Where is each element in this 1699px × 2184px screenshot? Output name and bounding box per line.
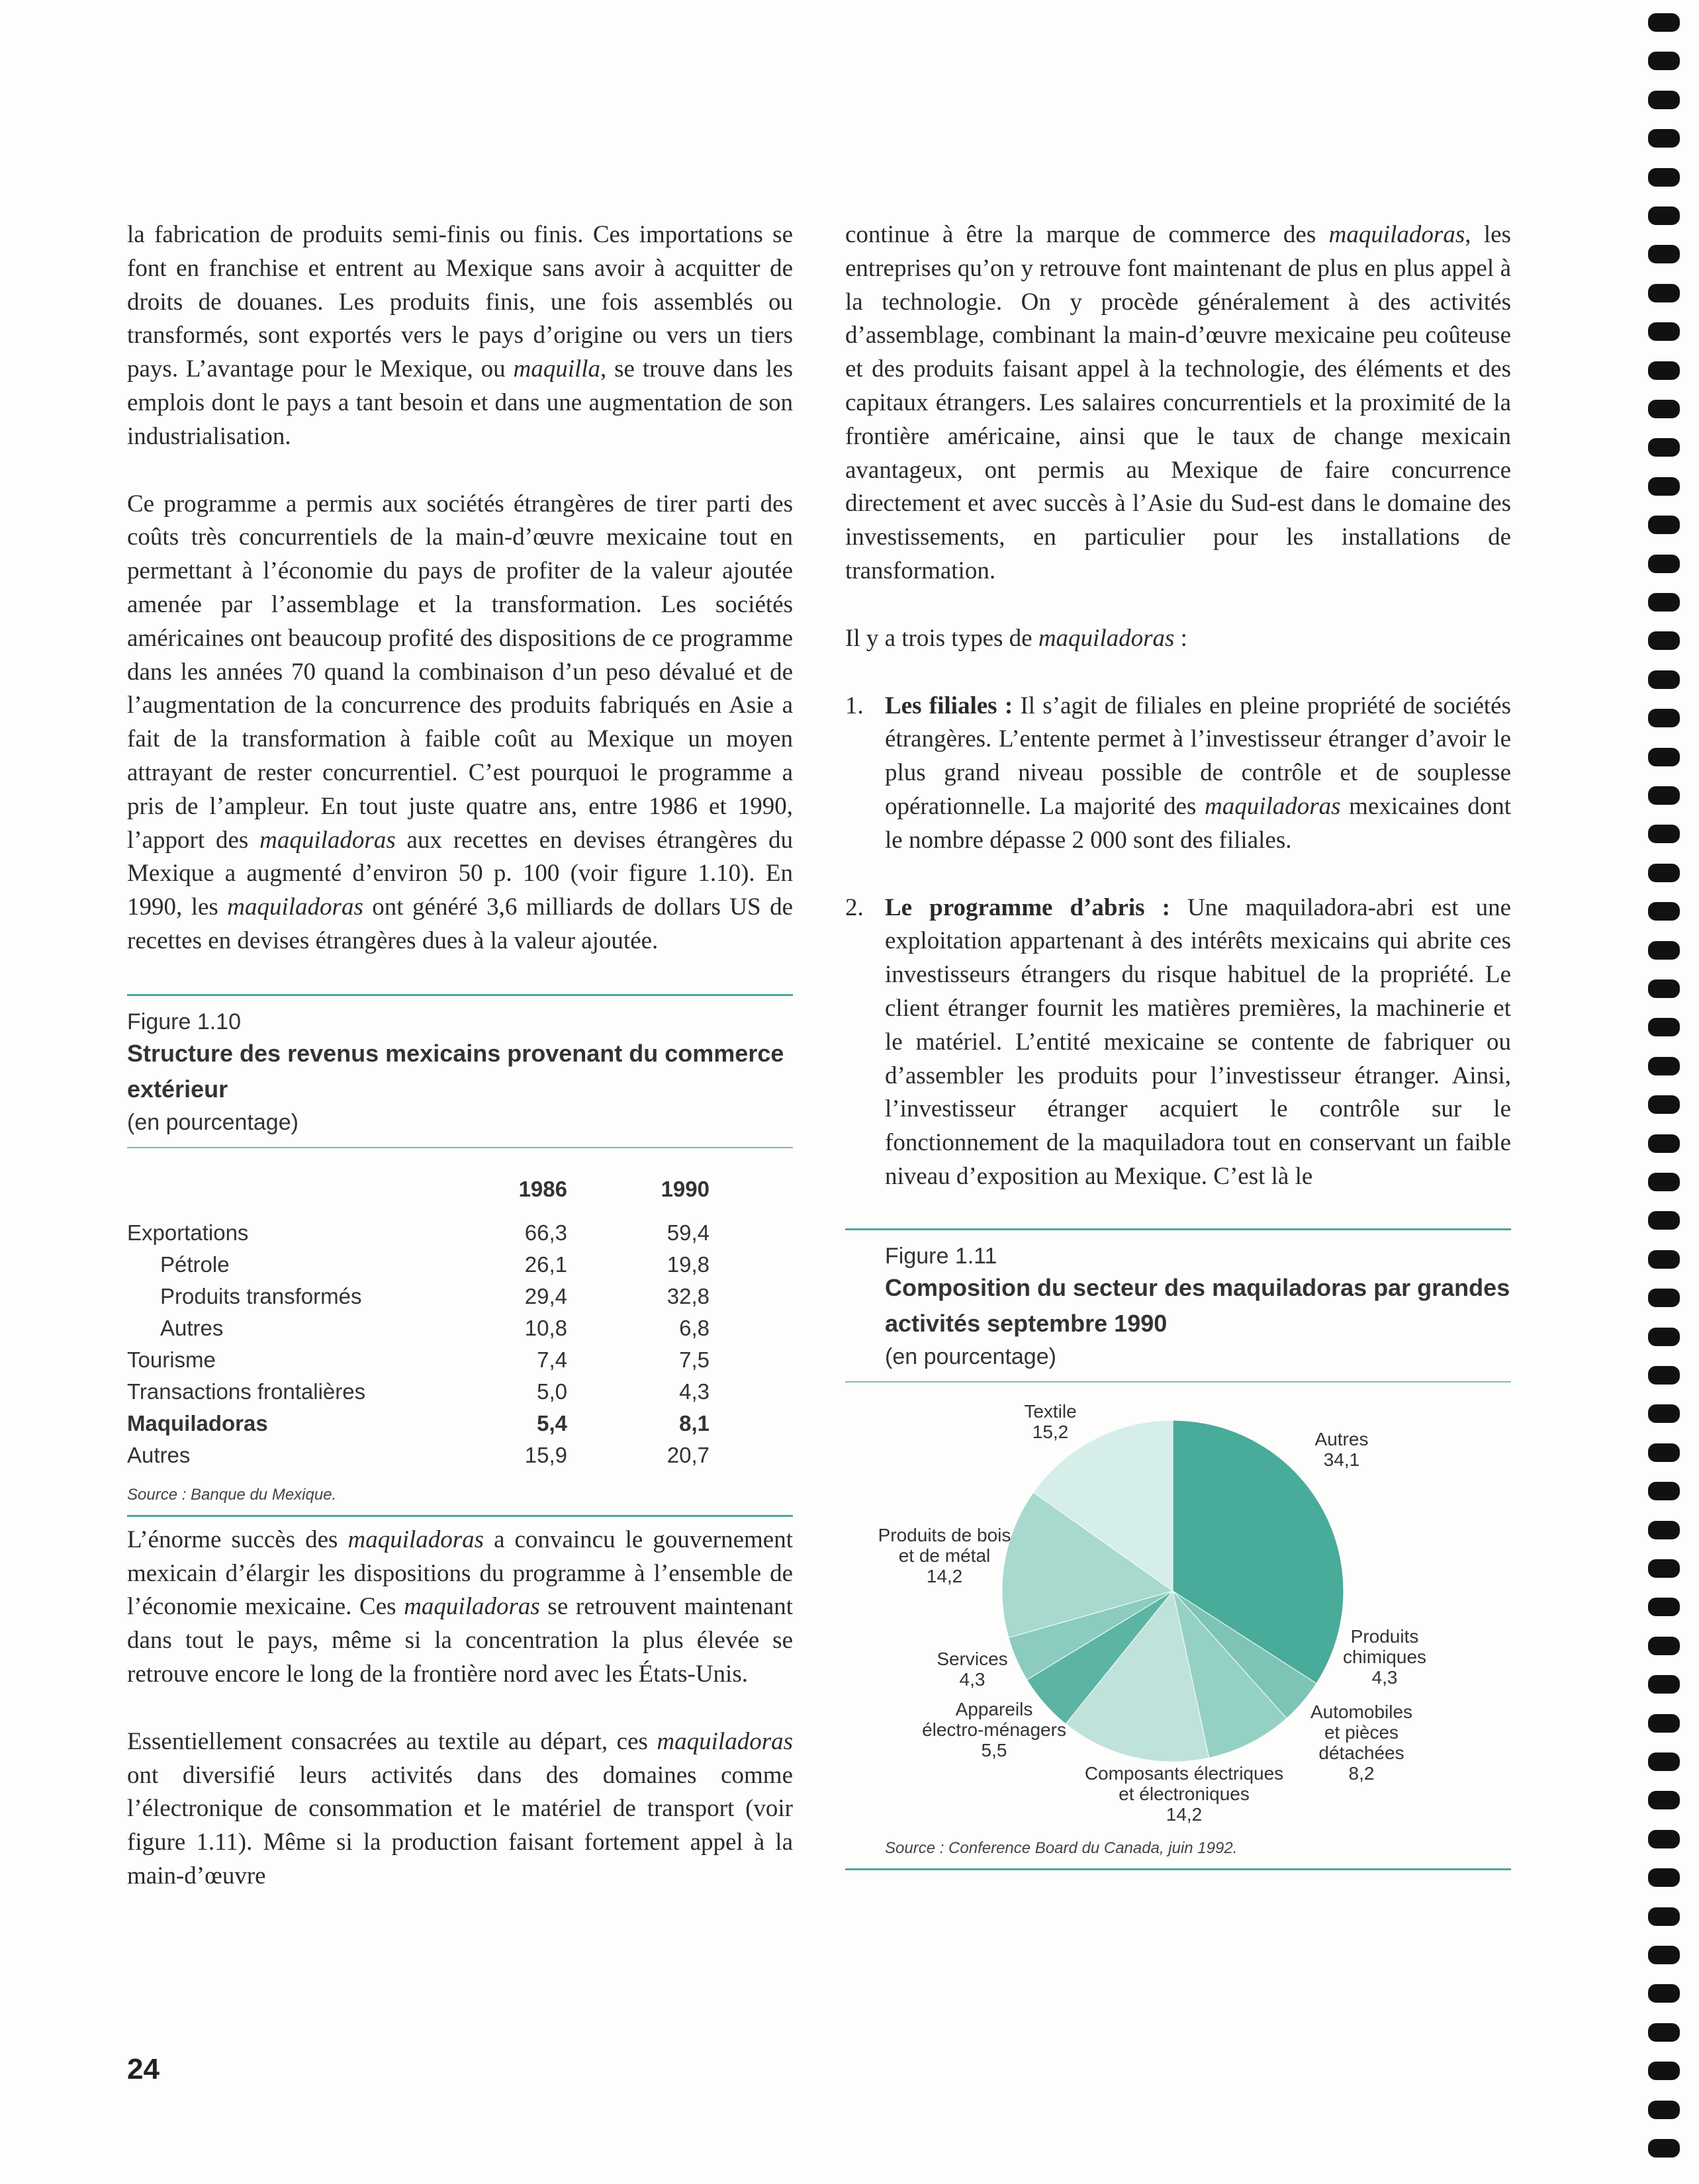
binding-hole [1648, 1946, 1680, 1964]
figure-rule [127, 1147, 793, 1148]
figure-top-rule [127, 994, 793, 996]
binding-hole [1648, 2139, 1680, 2158]
figure-title: Structure des revenus mexicains provenant du commerce extérieur [127, 1039, 784, 1103]
table-header [127, 1173, 793, 1217]
binding-hole [1648, 168, 1680, 187]
pie-slice-label: Automobiles et pièces détachées 8,2 [1310, 1701, 1413, 1784]
figure-subtitle: (en pourcentage) [885, 1343, 1056, 1369]
binding-hole [1648, 1984, 1680, 2003]
figure-top-rule [845, 1228, 1511, 1230]
pie-slice-label: Services 4,3 [937, 1648, 1008, 1690]
binding-hole [1648, 1366, 1680, 1385]
figure-label: Figure 1.11 [885, 1243, 997, 1269]
binding-hole [1648, 361, 1680, 380]
table-row: Tourisme 7,4 7,5 [127, 1347, 710, 1372]
binding-hole [1648, 1250, 1680, 1269]
left-column [127, 218, 793, 1893]
pie-slice-label: Produits de bois et de métal 14,2 [878, 1524, 1011, 1586]
binding-hole [1648, 1482, 1680, 1500]
paragraph: la fabrication de produits semi-finis ou finis. Ces importations se font en franchise et entrent au Mexique sans avoir à acquitter de droits de douanes. Les produits finis, une fois assemblés ou transformés, sont exportés vers le pays d’origine ou vers un tiers pays. L’avantage pour le Mexique, ou maquilla, se trouve dans les emplois dont le pays a tant besoin et dans une augmentation de son industrialisation. [127, 221, 793, 450]
binding-hole [1648, 1752, 1680, 1771]
figure-source: Source : Banque du Mexique. [127, 1485, 337, 1504]
paragraph: Essentiellement consacrées au textile au départ, ces maquiladoras ont diversifié leurs activités dans des domaines comme l’électronique de consommation et le matériel de transport (voir figure 1.11). Même si la production faisant fortement appel à la main-d’œuvre [127, 1727, 793, 1889]
table-row: Autres 10,8 6,8 [160, 1315, 710, 1340]
binding-hole [1648, 864, 1680, 882]
table-row: Transactions frontalières 5,0 4,3 [127, 1379, 710, 1404]
binding-hole [1648, 2023, 1680, 2042]
binding-hole [1648, 1404, 1680, 1423]
binding-hole [1648, 670, 1680, 689]
binding-hole [1648, 1714, 1680, 1733]
column-header-1990: 1990 [661, 1176, 710, 1201]
binding-hole [1648, 1211, 1680, 1230]
binding-hole [1648, 979, 1680, 998]
page-number: 24 [127, 2053, 160, 2085]
pie-slice-label: Textile 15,2 [1024, 1400, 1077, 1442]
binding-hole [1648, 825, 1680, 843]
figure-subtitle: (en pourcentage) [127, 1109, 298, 1135]
binding-hole [1648, 1598, 1680, 1616]
binding-hole [1648, 1868, 1680, 1887]
pie-slice-label: Produits chimiques 4,3 [1342, 1625, 1427, 1688]
binding-hole [1648, 1057, 1680, 1075]
binding-hole [1648, 1907, 1680, 1926]
binding-hole [1648, 1328, 1680, 1346]
binding-hole [1648, 2062, 1680, 2080]
binding-hole [1648, 1095, 1680, 1114]
paragraph: Il y a trois types de maquiladoras : [845, 624, 1187, 652]
binding-hole [1648, 941, 1680, 960]
binding-hole [1648, 477, 1680, 496]
binding-hole [1648, 1134, 1680, 1153]
binding-hole [1648, 245, 1680, 263]
binding-hole [1648, 284, 1680, 302]
binding-hole [1648, 786, 1680, 805]
binding-hole [1648, 438, 1680, 457]
binding-hole [1648, 52, 1680, 70]
figure-label: Figure 1.10 [127, 1009, 241, 1034]
paragraph: L’énorme succès des maquiladoras a convaincu le gouvernement mexicain d’élargir les dispositions du programme à l’ensemble de l’économie mexicaine. Ces maquiladoras se retrouvent maintenant dans tout le pays, même si la concentration la plus élevée se retrouve encore le long de la frontière nord avec les États-Unis. [127, 1525, 794, 1688]
binding-hole [1648, 91, 1680, 109]
figure-1-10 [127, 1008, 793, 1138]
binding-hole [1648, 631, 1680, 650]
pie-slice-label: Autres 34,1 [1314, 1428, 1369, 1470]
column-header-1986: 1986 [518, 1176, 567, 1201]
table-row: Autres 15,9 20,7 [127, 1442, 710, 1467]
binding-hole [1648, 1018, 1680, 1036]
binding-hole [1648, 13, 1680, 32]
revenue-table [127, 1173, 793, 1471]
binding-hole [1648, 748, 1680, 766]
list-item: 1. Les filiales : Il s’agit de filiales en pleine propriété de sociétés étrangères. L’entente permet à l’investisseur étranger d’avoir le plus grand niveau possible de contrôle et de souplesse opérationnelle. La majorité des maquiladoras mexicaines dont le nombre dépasse 2 000 sont des filiales. [845, 690, 1511, 858]
pie-chart [845, 1383, 1511, 1839]
figure-bottom-rule [127, 1515, 793, 1517]
figure-bottom-rule [845, 1868, 1511, 1870]
pie-slice-label: Appareils électro-ménagers 5,5 [922, 1698, 1066, 1760]
table-row: Maquiladoras 5,4 8,1 [127, 1410, 710, 1435]
figure-1-11 [845, 1242, 1511, 1372]
binding-hole [1648, 516, 1680, 534]
figure-source: Source : Conference Board du Canada, juin 1992. [885, 1839, 1238, 1857]
binding-hole [1648, 902, 1680, 921]
binding-hole [1648, 1559, 1680, 1578]
binding-hole [1648, 1637, 1680, 1655]
binding-hole [1648, 1830, 1680, 1848]
binding-hole [1648, 1675, 1680, 1694]
list-number: 1. [845, 692, 864, 719]
binding-hole [1648, 400, 1680, 418]
binding-hole [1648, 1173, 1680, 1191]
binding-hole [1648, 206, 1680, 225]
binding-hole [1648, 322, 1680, 341]
table-row: Produits transformés 29,4 32,8 [160, 1283, 710, 1308]
binding-hole [1648, 709, 1680, 727]
binding-hole [1648, 129, 1680, 148]
binding-holes [1648, 5, 1685, 2183]
table-row: Pétrole 26,1 19,8 [160, 1251, 710, 1277]
binding-hole [1648, 593, 1680, 612]
binding-hole [1648, 1289, 1680, 1307]
binding-hole [1648, 1521, 1680, 1539]
paragraph: continue à être la marque de commerce des maquiladoras, les entreprises qu’on y retrouve font maintenant de plus en plus appel à la technologie. On y procède généralement à des activités d’assemblage, combinant la main-d’œuvre mexicaine peu coûteuse et des produits faisant appel à la technologie, des éléments et des capitaux étrangers. Les salaires concurrentiels et la proximité de la frontière américaine, ainsi que le taux de change mexicain avantageux, ont permis au Mexique de faire concurrence directement et avec succès à l’Asie du Sud-est dans le domaine des investissements, en particulier pour les installations de transformation. [845, 221, 1511, 584]
binding-hole [1648, 555, 1680, 573]
paragraph: Ce programme a permis aux sociétés étrangères de tirer parti des coûts très concurrentiels de la main-d’œuvre mexicaine tout en permettant à l’économie du pays de profiter de la valeur ajoutée amenée par l’assemblage et la transformation. Les sociétés américaines ont beaucoup profité des dispositions de ce programme dans les années 70 quand la combinaison d’un peso dévalué et de l’augmentation de la concurrence des produits fabriqués en Asie a fait de la transformation à faible coût au Mexique un moyen attrayant de rester concurrentiel. C’est pourquoi le programme a pris de l’ampleur. En tout juste quatre ans, entre 1986 et 1990, l’apport des maquiladoras aux recettes en devises étrangères du Mexique a augmenté d’environ 50 p. 100 (voir figure 1.10). En 1990, les maquiladoras ont généré 3,6 milliards de dollars US de recettes en devises étrangères dues à la valeur ajoutée. [127, 490, 794, 954]
binding-hole [1648, 2101, 1680, 2119]
list-number: 2. [845, 893, 864, 921]
list-item: 2. Le programme d’abris : Une maquiladora-abri est une exploitation appartenant à des intérêts mexicains qui abrite ces investisseurs étrangers du risque habituel de la propriété. Le client étranger fournit les matières premières, la machinerie et le matériel. L’entité mexicaine se contente de fabriquer ou d’assembler les produits pour l’investisseur étranger. Ainsi, l’investisseur étranger acquiert le contrôle sur le fonctionnement de la maquiladora tout en conservant un faible niveau d’exposition au Mexique. C’est là le [845, 891, 1511, 1194]
binding-hole [1648, 1791, 1680, 1809]
pie-slice-label: Composants électriques et électroniques 14,2 [1084, 1762, 1284, 1825]
figure-title: Composition du secteur des maquiladoras par grandes activités septembre 1990 [885, 1273, 1510, 1337]
right-column [845, 218, 1511, 1870]
table-row: Exportations 66,3 59,4 [127, 1220, 710, 1245]
binding-hole [1648, 1443, 1680, 1462]
